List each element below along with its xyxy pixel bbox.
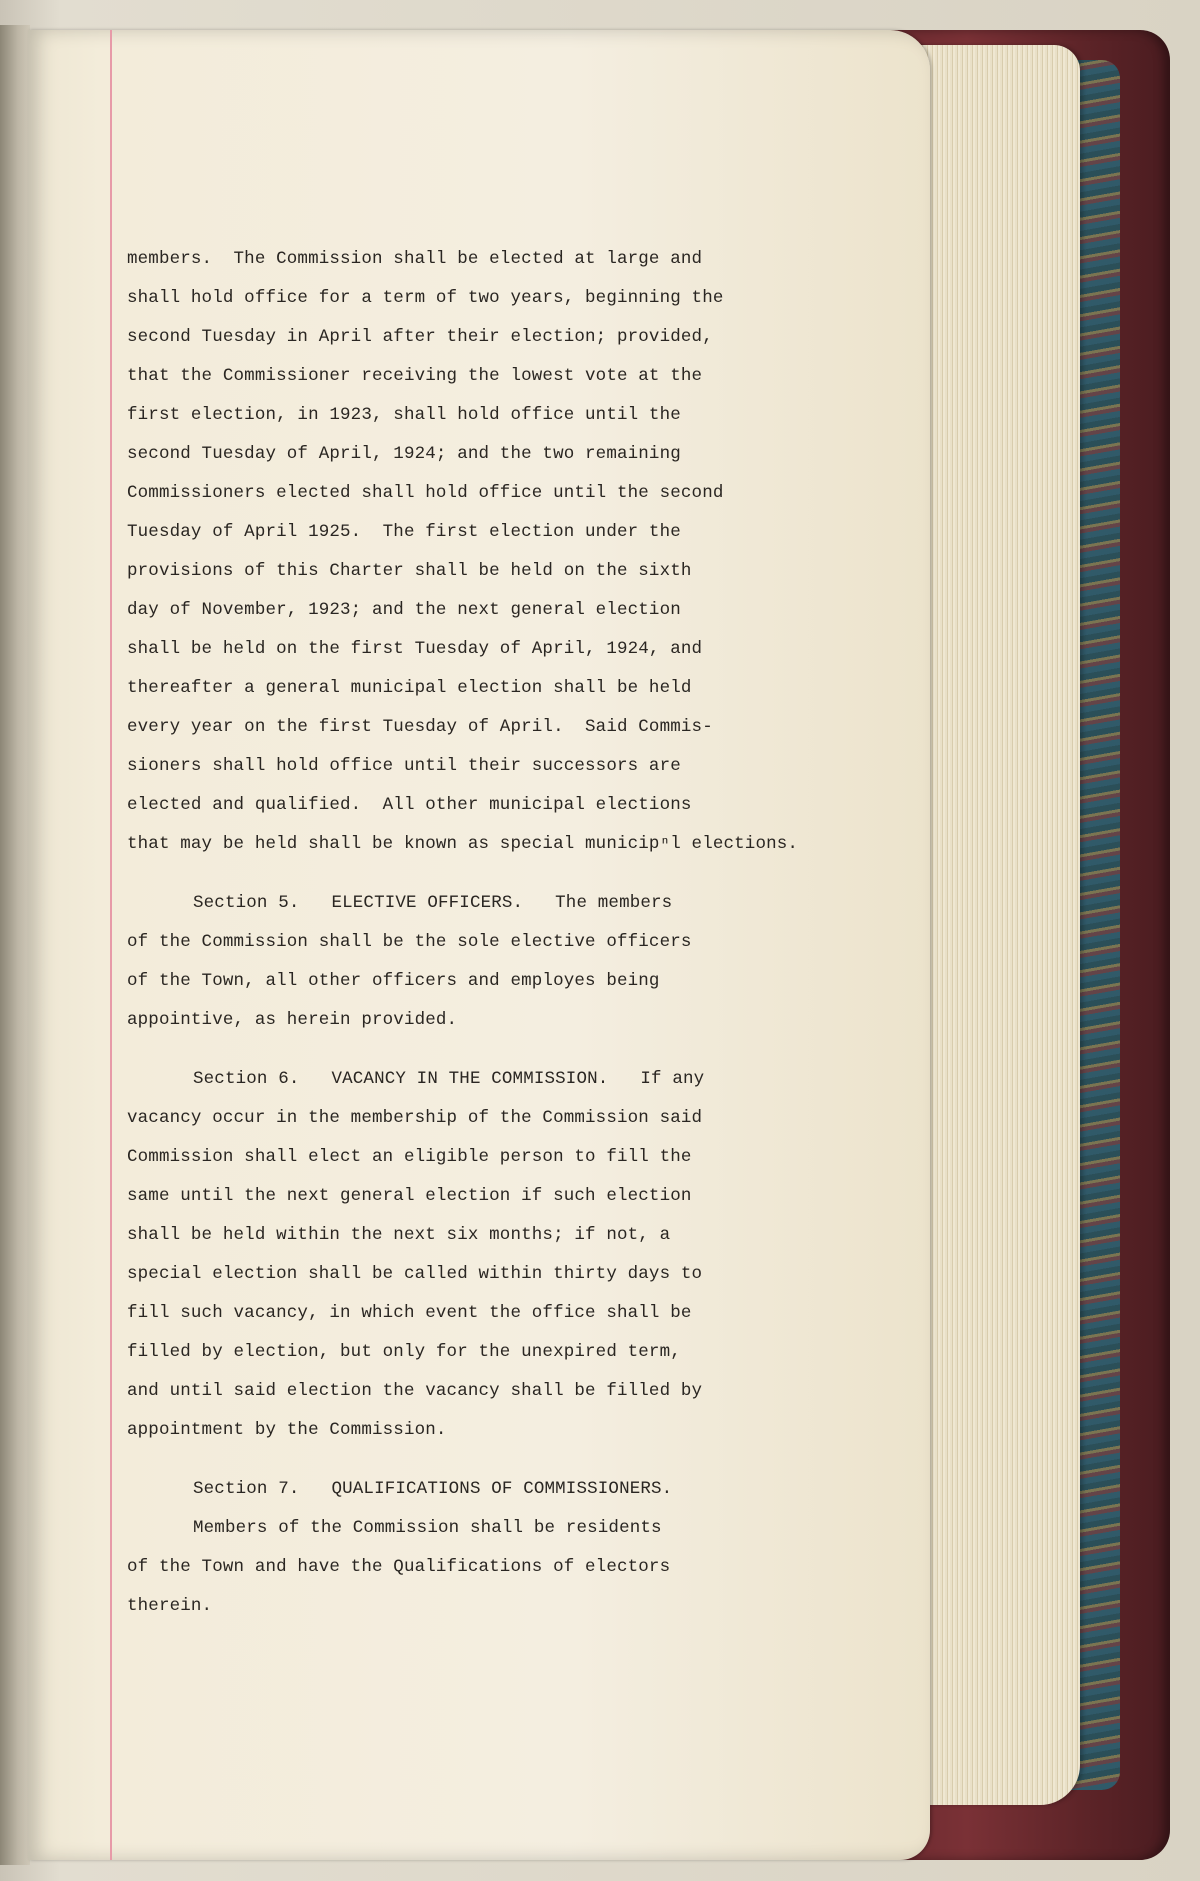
margin-rule (110, 30, 112, 1860)
page-fore-edge (915, 45, 1080, 1805)
text-line: shall be held within the next six months; if not, a (127, 1225, 671, 1245)
text-line: fill such vacancy, in which event the office shall be (127, 1303, 692, 1323)
text-line: that may be held shall be known as special municipⁿl elections. (127, 834, 799, 854)
text-line: Members of the Commission shall be residents (193, 1518, 662, 1538)
text-line: first election, in 1923, shall hold office until the (127, 405, 681, 425)
text-line: same until the next general election if such election (127, 1186, 692, 1206)
text-line: appointive, as herein provided. (127, 1010, 458, 1030)
text-line: that the Commissioner receiving the lowest vote at the (127, 366, 703, 386)
text-line: Tuesday of April 1925. The first election under the (127, 522, 681, 542)
text-line: of the Commission shall be the sole elective officers (127, 932, 692, 952)
section-5 (127, 884, 747, 1040)
section-6 (127, 1060, 747, 1450)
text-line: second Tuesday in April after their election; provided, (127, 327, 713, 347)
text-line: shall hold office for a term of two years, beginning the (127, 288, 724, 308)
section-heading: Section 7. QUALIFICATIONS OF COMMISSIONERS. (193, 1479, 673, 1499)
section-heading: Section 5. ELECTIVE OFFICERS. The members (193, 893, 673, 913)
page-text (127, 240, 799, 1626)
text-line: Commissioners elected shall hold office until the second (127, 483, 724, 503)
text-line: appointment by the Commission. (127, 1420, 447, 1440)
text-line: special election shall be called within thirty days to (127, 1264, 703, 1284)
text-line: Commission shall elect an eligible person to fill the (127, 1147, 692, 1167)
text-line: of the Town and have the Qualifications of electors (127, 1557, 671, 1577)
text-line: members. The Commission shall be elected at large and (127, 249, 703, 269)
text-line: of the Town, all other officers and employes being (127, 971, 660, 991)
text-line: day of November, 1923; and the next general election (127, 600, 681, 620)
text-line: second Tuesday of April, 1924; and the two remaining (127, 444, 681, 464)
section-heading: Section 6. VACANCY IN THE COMMISSION. If any (193, 1069, 705, 1089)
text-line: therein. (127, 1596, 213, 1616)
text-line: filled by election, but only for the unexpired term, (127, 1342, 681, 1362)
text-line: thereafter a general municipal election shall be held (127, 678, 692, 698)
text-line: elected and qualified. All other municipal elections (127, 795, 692, 815)
facing-page-edge (0, 25, 30, 1865)
text-line: sioners shall hold office until their successors are (127, 756, 681, 776)
section-7 (127, 1470, 747, 1626)
text-line: every year on the first Tuesday of April. Said Commis- (127, 717, 713, 737)
text-line: shall be held on the first Tuesday of April, 1924, and (127, 639, 703, 659)
text-line: and until said election the vacancy shall be filled by (127, 1381, 703, 1401)
text-line: provisions of this Charter shall be held on the sixth (127, 561, 692, 581)
paragraph-terms (127, 240, 799, 864)
text-line: vacancy occur in the membership of the Commission said (127, 1108, 703, 1128)
